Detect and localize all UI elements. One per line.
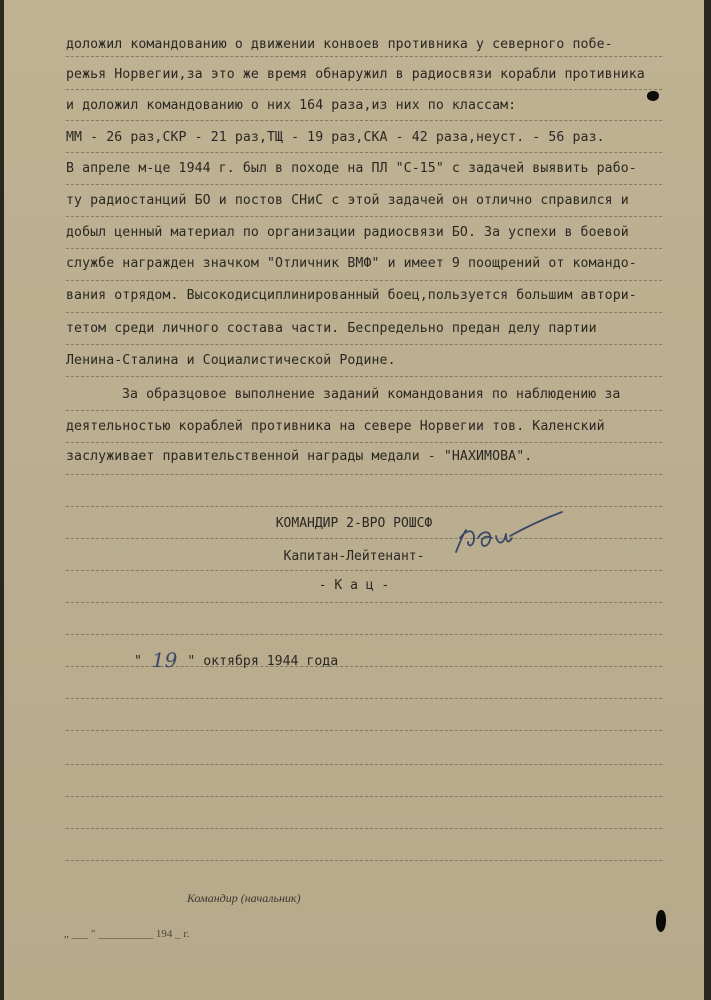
ruled-line bbox=[66, 474, 662, 475]
ruled-line bbox=[66, 410, 662, 411]
body-line: ММ - 26 раз,СКР - 21 раз,ТЩ - 19 раз,СКА - 42 раза,неуст. - 56 раз. bbox=[66, 130, 605, 145]
date-open-quote: " bbox=[134, 654, 142, 669]
ruled-line bbox=[66, 634, 662, 635]
ruled-line bbox=[66, 376, 662, 377]
ruled-line bbox=[66, 698, 662, 699]
ruled-line bbox=[66, 730, 662, 731]
body-line: заслуживает правительственной награды медали - "НАХИМОВА". bbox=[66, 449, 533, 464]
ruled-line bbox=[66, 344, 662, 345]
document-page bbox=[4, 0, 704, 1000]
form-commander-label: Командир (начальник) bbox=[187, 891, 301, 905]
ruled-line bbox=[66, 184, 662, 185]
body-line: В апреле м-це 1944 г. был в походе на ПЛ "С-15" с задачей выявить рабо- bbox=[66, 161, 637, 176]
ruled-line bbox=[66, 538, 662, 539]
ruled-line bbox=[66, 828, 662, 829]
date-close-quote: " bbox=[187, 654, 196, 669]
form-date-field: „ ___ " __________ 194 _ г. bbox=[64, 928, 190, 940]
ruled-line bbox=[66, 89, 662, 90]
body-line: деятельностью кораблей противника на севере Норвегии тов. Каленский bbox=[66, 419, 605, 434]
commander-title: КОМАНДИР 2-ВРО РОШСФ bbox=[275, 516, 433, 531]
ruled-line bbox=[66, 860, 662, 861]
ruled-line bbox=[66, 280, 662, 281]
body-line: ту радиостанций БО и постов СНиС с этой задачей он отлично справился и bbox=[66, 193, 629, 208]
commander-name: - К а ц - bbox=[318, 578, 390, 593]
body-line: доложил командованию о движении конвоев противника у северного побе- bbox=[66, 37, 613, 52]
ruled-line bbox=[66, 796, 662, 797]
ruled-line bbox=[66, 216, 662, 217]
date-month-year: октября 1944 года bbox=[203, 654, 339, 669]
body-line: вания отрядом. Высокодисциплинированный боец,пользуется большим автори- bbox=[66, 288, 637, 303]
document-date bbox=[134, 646, 338, 670]
commander-rank: Капитан-Лейтенант- bbox=[283, 549, 425, 564]
ruled-line bbox=[66, 442, 662, 443]
body-line: режья Норвегии,за это же время обнаружил в радиосвязи корабли противника bbox=[66, 67, 645, 82]
ruled-line bbox=[66, 506, 662, 507]
date-day-handwritten: 19 bbox=[151, 648, 178, 672]
body-line: тетом среди личного состава части. Беспредельно предан делу партии bbox=[66, 321, 597, 336]
punch-hole-mark bbox=[656, 910, 666, 932]
handwritten-signature bbox=[450, 508, 566, 558]
ruled-line bbox=[66, 570, 662, 571]
body-line: и доложил командованию о них 164 раза,из них по классам: bbox=[66, 98, 517, 113]
body-line: добыл ценный материал по организации радиосвязи БО. За успехи в боевой bbox=[66, 225, 629, 240]
ruled-line bbox=[66, 248, 662, 249]
body-line: службе награжден значком "Отличник ВМФ" и имеет 9 поощрений от командо- bbox=[66, 256, 637, 271]
ruled-line bbox=[66, 764, 662, 765]
ruled-line bbox=[66, 120, 662, 121]
ruled-line bbox=[66, 312, 662, 313]
ruled-line bbox=[66, 152, 662, 153]
body-line: Ленина-Сталина и Социалистической Родине. bbox=[66, 353, 396, 368]
body-line: За образцовое выполнение заданий командования по наблюдению за bbox=[122, 387, 621, 402]
ruled-line bbox=[66, 56, 662, 57]
ruled-line bbox=[66, 602, 662, 603]
